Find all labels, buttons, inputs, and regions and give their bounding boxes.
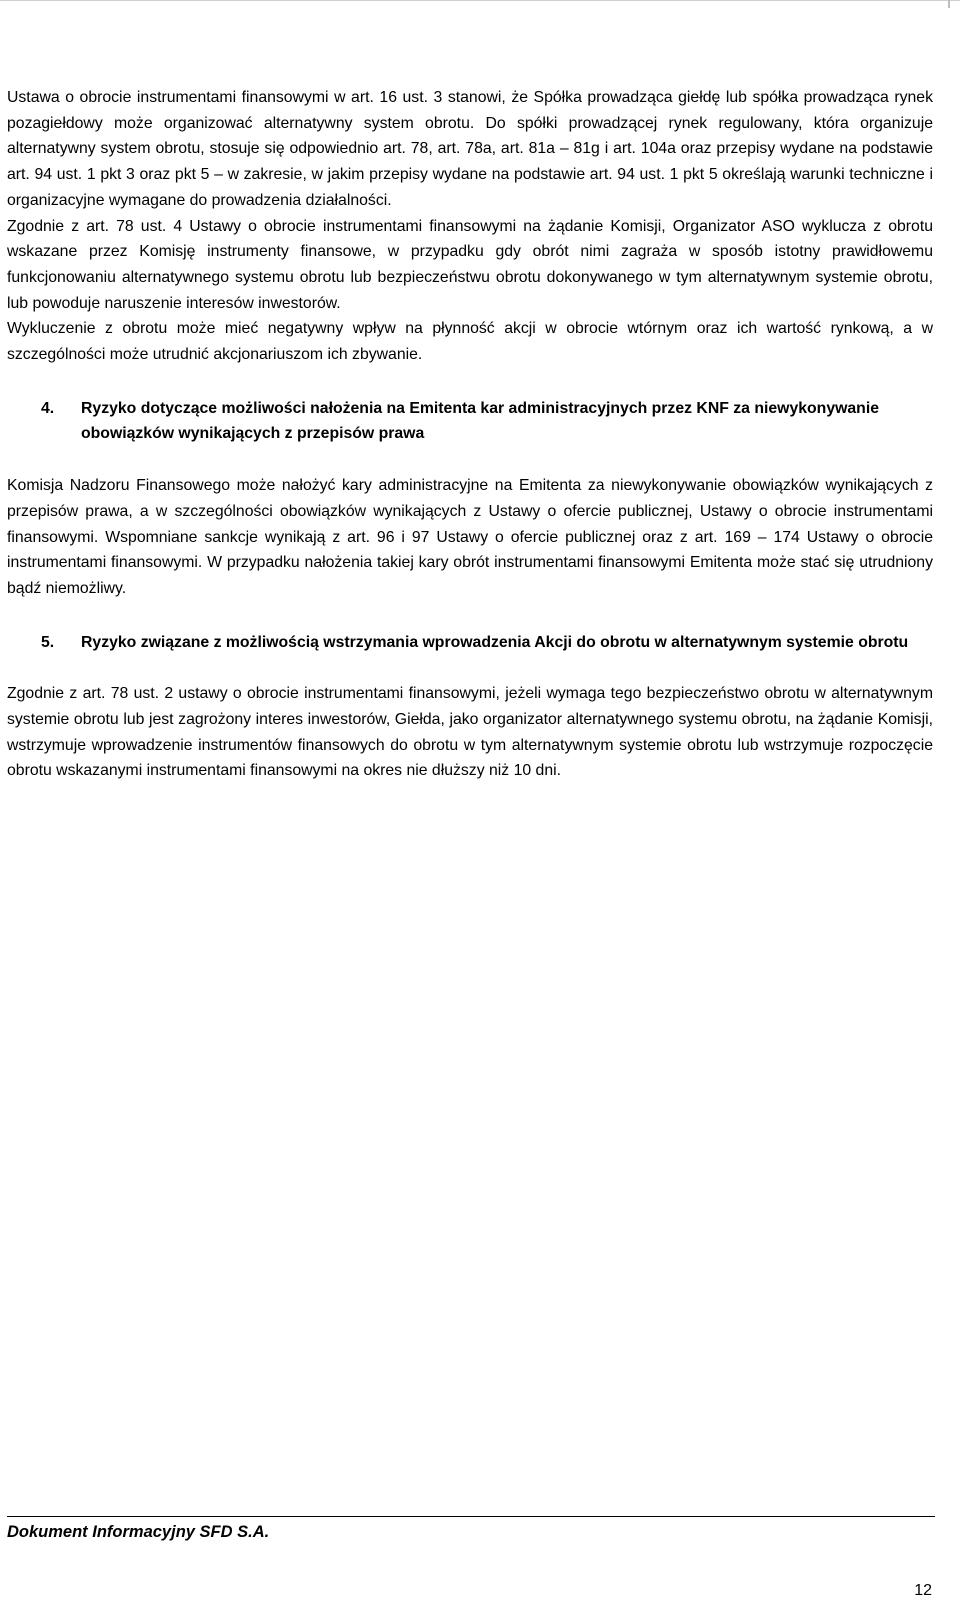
section-heading-4 [7, 396, 933, 447]
spacer [7, 602, 933, 630]
section-title: Ryzyko dotyczące możliwości nałożenia na Emitenta kar administracyjnych przez KNF za niewykonywanie obowiązków wynikających z przepisów prawa [81, 399, 879, 443]
spacer [7, 368, 933, 396]
top-corner-mark [948, 0, 950, 8]
top-rule [0, 0, 960, 1]
paragraph-exclusion-from-trading: Zgodnie z art. 78 ust. 4 Ustawy o obrocie instrumentami finansowymi na żądanie Komisji, Organizator ASO wyklucza z obrotu wskazane przez Komisję instrumenty finansowe, w przypadku gdy obrót nimi zagraża w sposób istotny prawidłowemu funkcjonowaniu alternatywnego systemu obrotu lub bezpieczeństwu obrotu dokonywanego w tym alternatywnym systemie obrotu, lub powoduje naruszenie interesów inwestorów. [7, 217, 933, 312]
paragraph-exclusion-impact: Wykluczenie z obrotu może mieć negatywny wpływ na płynność akcji w obrocie wtórnym oraz ich wartość rynkową, a w szczególności może utrudnić akcjonariuszom ich zbywanie. [7, 320, 933, 364]
section-number: 5. [41, 633, 55, 651]
section-number: 4. [41, 399, 55, 417]
spacer [7, 447, 933, 473]
spacer [7, 655, 933, 681]
document-body [7, 85, 933, 784]
footer-rule [7, 1516, 935, 1517]
section-title: Ryzyko związane z możliwością wstrzymania wprowadzenia Akcji do obrotu w alternatywnym systemie obrotu [81, 633, 909, 651]
page-footer [7, 1516, 935, 1542]
page-number: 12 [914, 1582, 932, 1599]
paragraph-aso-statute: Ustawa o obrocie instrumentami finansowymi w art. 16 ust. 3 stanowi, że Spółka prowadząca giełdę lub spółka prowadząca rynek pozagiełdowy może organizować alternatywny system obrotu. Do spółki prowadzącej rynek regulowany, która organizuje alternatywny system obrotu, stosuje się odpowiednio art. 78, art. 78a, art. 81a – 81g i art. 104a oraz przepisy wydane na podstawie art. 94 ust. 1 pkt 3 oraz pkt 5 – w zakresie, w jakim przepisy wydane na podstawie art. 94 ust. 1 pkt 5 określają warunki techniczne i organizacyjne wymagane do prowadzenia działalności. [7, 89, 933, 209]
paragraph-knf-penalties: Komisja Nadzoru Finansowego może nałożyć kary administracyjne na Emitenta za niewykonywanie obowiązków wynikających z przepisów prawa, a w szczególności obowiązków wynikających z Ustawy o ofercie publicznej, Ustawy o obrocie instrumentami finansowymi. Wspomniane sankcje wynikają z art. 96 i 97 Ustawy o ofercie publicznej oraz z art. 169 – 174 Ustawy o obrocie instrumentami finansowymi. W przypadku nałożenia takiej kary obrót instrumentami finansowymi Emitenta może stać się utrudniony bądź niemożliwy. [7, 477, 933, 597]
section-heading-5 [7, 630, 933, 656]
footer-document-title: Dokument Informacyjny SFD S.A. [7, 1523, 270, 1541]
paragraph-trading-suspension: Zgodnie z art. 78 ust. 2 ustawy o obrocie instrumentami finansowymi, jeżeli wymaga tego bezpieczeństwo obrotu w alternatywnym systemie obrotu lub jest zagrożony interes inwestorów, Giełda, jako organizator alternatywnego systemu obrotu, na żądanie Komisji, wstrzymuje wprowadzenie instrumentów finansowych do obrotu w tym alternatywnym systemie obrotu lub wstrzymuje rozpoczęcie obrotu wskazanymi instrumentami finansowymi na okres nie dłuższy niż 10 dni. [7, 685, 933, 780]
